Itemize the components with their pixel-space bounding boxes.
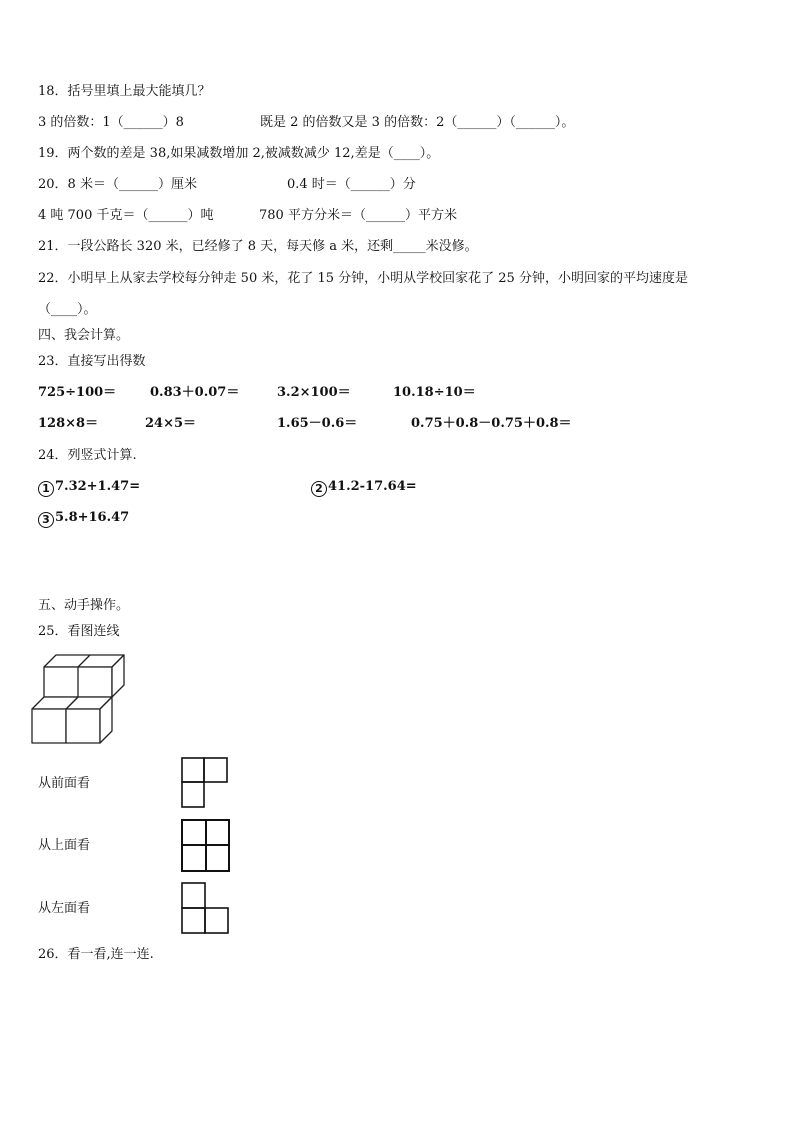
left-view-grid xyxy=(181,882,230,935)
q20-part-c: 4 吨 700 千克＝（______）吨 xyxy=(38,208,214,223)
q23-r1-c4: 10.18÷10＝ xyxy=(393,385,476,400)
q24-item-2 xyxy=(311,479,417,497)
q24-item-3 xyxy=(38,510,129,528)
q24-expr-1: 7.32+1.47= xyxy=(55,479,141,494)
q26-title: 26．看一看,连一连. xyxy=(38,947,154,962)
q21-text: 21．一段公路长 320 米，已经修了 8 天，每天修 a 米，还剩_____米没修。 xyxy=(38,239,478,254)
q23-r1-c1: 725÷100＝ xyxy=(38,385,117,400)
q23-r2-c1: 128×8＝ xyxy=(38,416,99,431)
view-label-left: 从左面看 xyxy=(38,901,91,916)
q18-part-b: 既是 2 的倍数又是 3 的倍数：2（______）（______）。 xyxy=(260,115,575,130)
view-label-top: 从上面看 xyxy=(38,838,91,853)
q22-line1: 22．小明早上从家去学校每分钟走 50 米，花了 15 分钟，小明从学校回家花了 25 分钟，小明回家的平均速度是 xyxy=(38,271,688,286)
q20-part-b: 0.4 时＝（______）分 xyxy=(287,177,416,192)
q24-item-1 xyxy=(38,479,140,497)
q24-title: 24．列竖式计算. xyxy=(38,448,137,463)
q20-part-d: 780 平方分米＝（______）平方米 xyxy=(259,208,457,223)
q23-r2-c3: 1.65－0.6＝ xyxy=(277,416,358,431)
section-5-title: 五、动手操作。 xyxy=(38,598,130,613)
cube-stack-figure xyxy=(38,651,130,749)
circled-number: 1 xyxy=(38,481,54,497)
q23-r2-c2: 24×5＝ xyxy=(145,416,197,431)
q20-part-a: 20．8 米＝（______）厘米 xyxy=(38,177,197,192)
q23-r1-c2: 0.83＋0.07＝ xyxy=(150,385,240,400)
q19-text: 19．两个数的差是 38,如果减数增加 2,被减数减少 12,差是（____）。 xyxy=(38,146,440,161)
q23-r1-c3: 3.2×100＝ xyxy=(277,385,351,400)
section-4-title: 四、我会计算。 xyxy=(38,328,130,343)
q24-expr-3: 5.8+16.47 xyxy=(55,510,130,525)
circled-number: 2 xyxy=(311,481,327,497)
front-view-grid xyxy=(181,757,229,809)
top-view-grid xyxy=(181,819,231,873)
view-label-front: 从前面看 xyxy=(38,776,91,791)
q23-r2-c4: 0.75＋0.8－0.75＋0.8＝ xyxy=(411,416,572,431)
q25-title: 25．看图连线 xyxy=(38,624,120,639)
circled-number: 3 xyxy=(38,512,54,528)
q18-title: 18．括号里填上最大能填几？ xyxy=(38,84,211,99)
q22-line2: （____）。 xyxy=(38,302,97,317)
q24-expr-2: 41.2-17.64= xyxy=(328,479,417,494)
q18-part-a: 3 的倍数：1（______）8 xyxy=(38,115,184,130)
q23-title: 23．直接写出得数 xyxy=(38,354,146,369)
